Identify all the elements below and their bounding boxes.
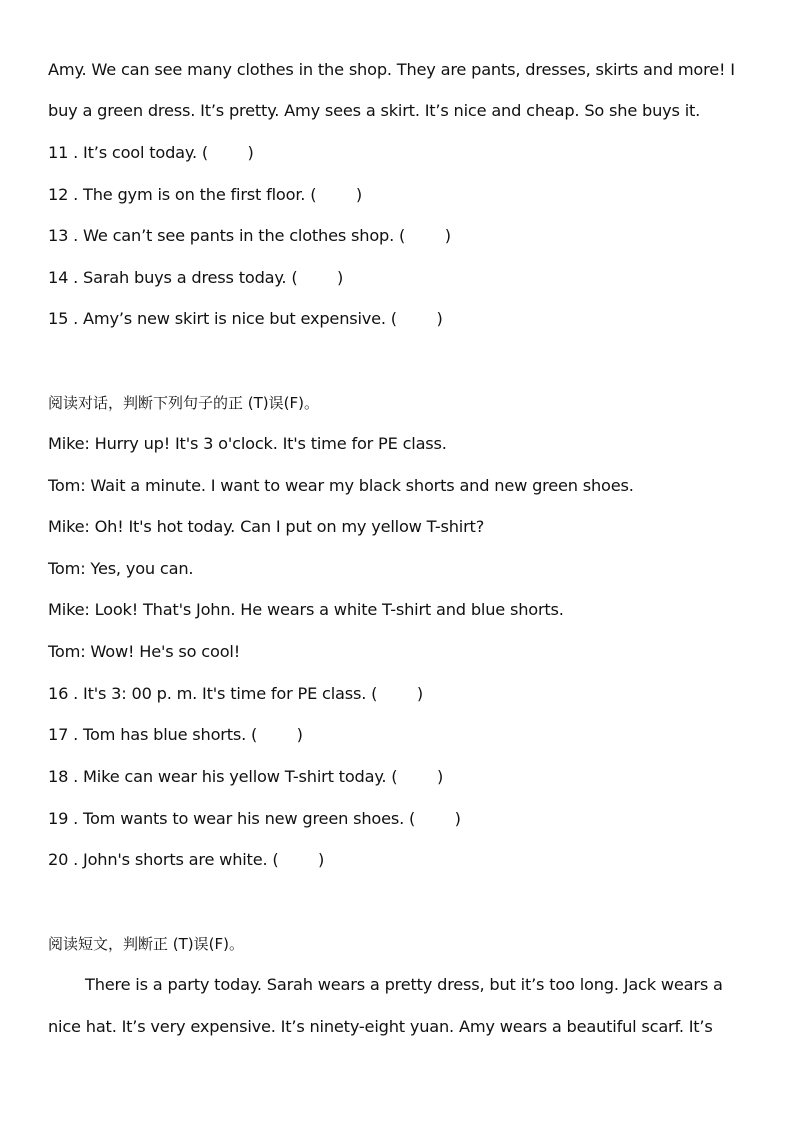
question-13: 13 . We can’t see pants in the clothes shop. ( ) — [48, 226, 451, 245]
dialogue-line: Tom: Wow! He's so cool! — [48, 642, 240, 661]
question-12: 12 . The gym is on the first floor. ( ) — [48, 185, 362, 204]
question-20: 20 . John's shorts are white. ( ) — [48, 850, 325, 869]
dialogue-line: Mike: Hurry up! It's 3 o'clock. It's time for PE class. — [48, 434, 447, 453]
question-14: 14 . Sarah buys a dress today. ( ) — [48, 268, 344, 287]
section-instruction: 阅读对话，判断下列句子的正 (T)误(F)。 — [48, 394, 319, 412]
question-18: 18 . Mike can wear his yellow T-shirt today. ( ) — [48, 767, 444, 786]
passage-line: There is a party today. Sarah wears a pretty dress, but it’s too long. Jack wears a — [85, 975, 723, 994]
dialogue-line: Tom: Wait a minute. I want to wear my black shorts and new green shoes. — [48, 476, 634, 495]
passage-line: Amy. We can see many clothes in the shop. They are pants, dresses, skirts and more! I — [48, 60, 735, 79]
dialogue-line: Mike: Look! That's John. He wears a white T-shirt and blue shorts. — [48, 600, 564, 619]
dialogue-line: Tom: Yes, you can. — [48, 559, 194, 578]
question-19: 19 . Tom wants to wear his new green shoes. ( ) — [48, 809, 461, 828]
question-11: 11 . It’s cool today. ( ) — [48, 143, 254, 162]
section-instruction: 阅读短文，判断正 (T)误(F)。 — [48, 935, 244, 953]
passage-line: nice hat. It’s very expensive. It’s ninety-eight yuan. Amy wears a beautiful scarf. It’s — [48, 1017, 713, 1036]
dialogue-line: Mike: Oh! It's hot today. Can I put on my yellow T-shirt? — [48, 517, 485, 536]
question-17: 17 . Tom has blue shorts. ( ) — [48, 725, 303, 744]
question-15: 15 . Amy’s new skirt is nice but expensive. ( ) — [48, 309, 443, 328]
passage-line: buy a green dress. It’s pretty. Amy sees a skirt. It’s nice and cheap. So she buys it. — [48, 101, 701, 120]
question-16: 16 . It's 3: 00 p. m. It's time for PE class. ( ) — [48, 684, 423, 703]
